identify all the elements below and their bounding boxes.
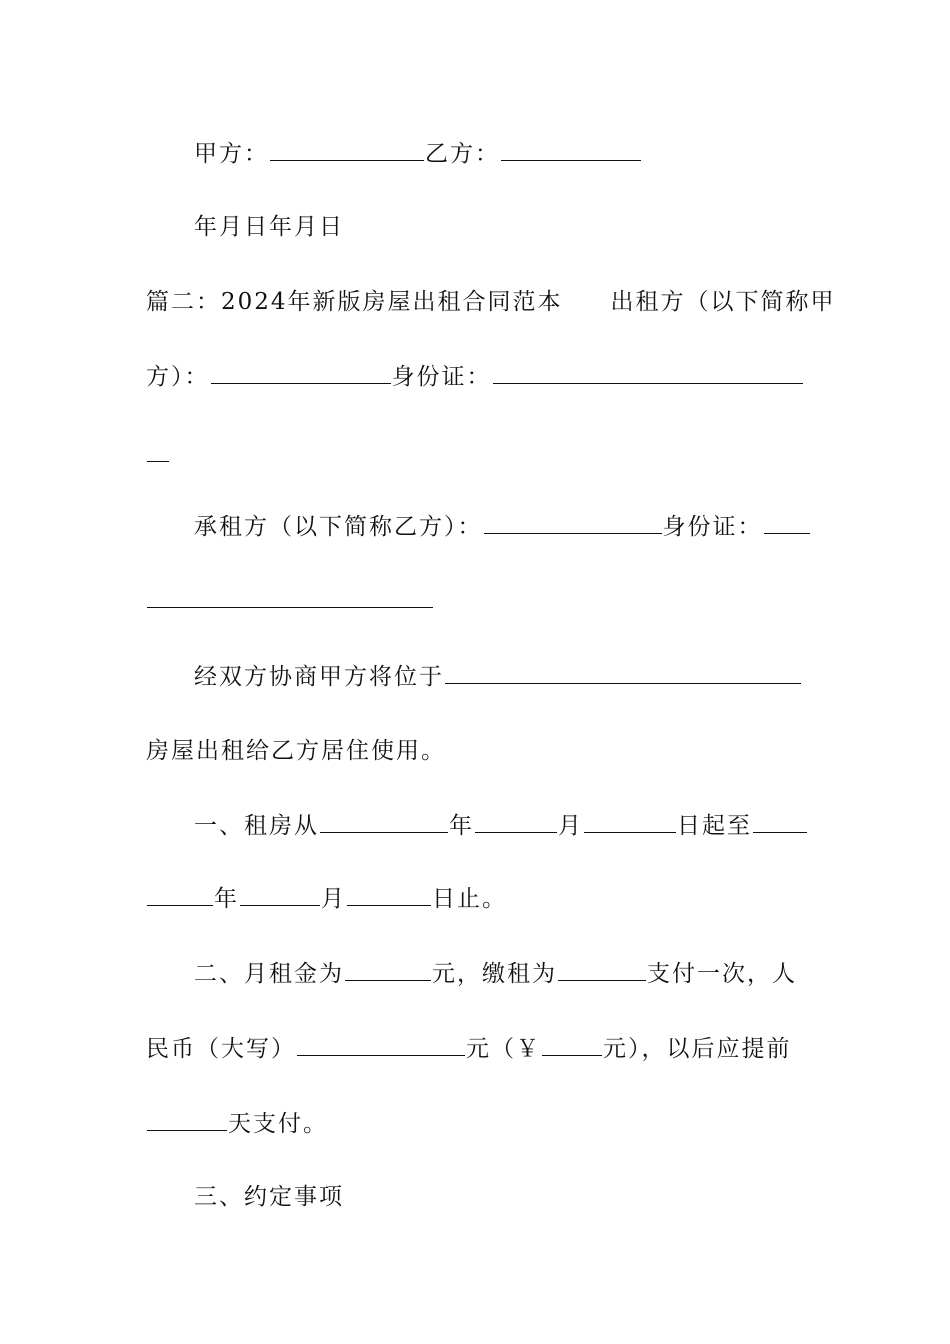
- clause-2-line: [194, 957, 797, 991]
- lessee-name-blank: [484, 515, 662, 534]
- lessor-id-continuation: [146, 438, 170, 472]
- premises-line: [194, 660, 802, 694]
- start-month-blank: [475, 814, 557, 833]
- lessee-id-continuation: [146, 584, 434, 618]
- advance-label: 元），以后应提前: [603, 1036, 792, 1062]
- end-month-blank: [240, 887, 320, 906]
- end-year-blank: [753, 814, 807, 833]
- clause-1-line: [194, 809, 808, 843]
- payment-period-blank: [558, 962, 646, 981]
- advance-days-blank: [147, 1112, 227, 1131]
- clause-3-title: 三、约定事项: [194, 1184, 344, 1210]
- start-year-blank: [320, 814, 448, 833]
- clause-2-cont: [146, 1032, 792, 1066]
- party-a-blank: [270, 142, 424, 161]
- days-pay-label: 天支付。: [228, 1111, 328, 1137]
- yuan-symbol-label: 元（￥: [466, 1036, 541, 1062]
- premises-address-blank: [445, 665, 801, 684]
- payment-once-label: 支付一次，人: [647, 961, 797, 987]
- month-label: 月: [558, 813, 583, 839]
- premises-text: 经双方协商甲方将位于: [194, 664, 444, 690]
- year-label: 年: [449, 813, 474, 839]
- party-a-label: 甲方：: [194, 141, 269, 167]
- payment-label: 元，缴租为: [432, 961, 557, 987]
- clause-1-text: 一、租房从: [194, 813, 319, 839]
- year-label: 年: [214, 886, 239, 912]
- party-b-blank: [501, 142, 641, 161]
- end-year-blank-cont: [147, 887, 213, 906]
- monthly-rent-blank: [345, 962, 431, 981]
- party-b-label: 乙方：: [425, 141, 500, 167]
- start-day-blank: [584, 814, 676, 833]
- lessor-id-blank-cont: [147, 443, 169, 462]
- lessee-id-blank: [764, 515, 810, 534]
- lessor-line: [146, 360, 804, 394]
- section-title: 篇二：2024年新版房屋出租合同范本: [146, 289, 563, 315]
- day-until-label: 日止。: [432, 886, 507, 912]
- lessee-label: 承租方（以下简称乙方）：: [194, 514, 483, 540]
- section-title-line: [146, 285, 836, 319]
- lessee-line: [194, 510, 811, 544]
- clause-2-text: 二、月租金为: [194, 961, 344, 987]
- month-label: 月: [321, 886, 346, 912]
- signature-dates: 年月日年月日: [194, 214, 344, 240]
- clause-2-end: [146, 1107, 328, 1141]
- lessee-id-label: 身份证：: [662, 514, 763, 540]
- amount-uppercase-blank: [297, 1037, 465, 1056]
- amount-figure-blank: [542, 1037, 602, 1056]
- lessor-name-blank: [211, 365, 391, 384]
- lessor-label-cont: 方）：: [146, 364, 210, 390]
- lessee-id-blank-cont: [147, 589, 433, 608]
- signature-line: [194, 137, 642, 171]
- end-day-blank: [347, 887, 431, 906]
- lessor-intro: 出租方（以下简称甲: [610, 289, 836, 315]
- rmb-uppercase-label: 民币（大写）: [146, 1036, 296, 1062]
- premises-use: 房屋出租给乙方居住使用。: [146, 738, 446, 764]
- clause-1-cont: [146, 882, 507, 916]
- day-from-label: 日起至: [677, 813, 752, 839]
- lessor-id-label: 身份证：: [391, 364, 492, 390]
- lessor-id-blank: [493, 365, 803, 384]
